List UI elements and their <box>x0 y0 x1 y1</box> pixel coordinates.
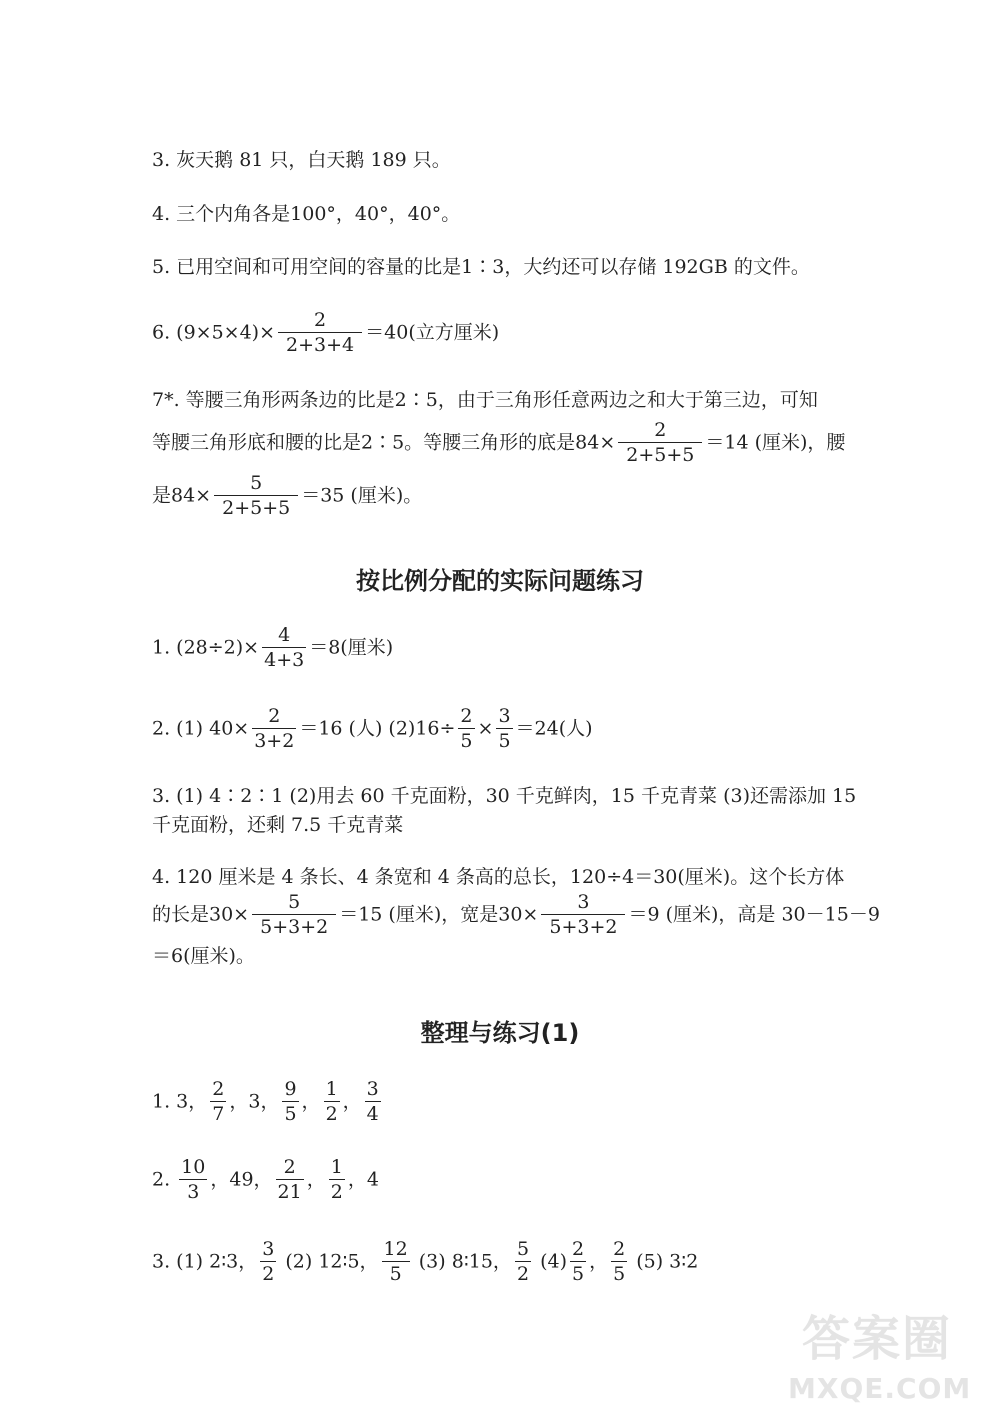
numerator: 2 <box>283 1156 296 1178</box>
fraction <box>496 704 512 753</box>
practice-1 <box>152 624 393 673</box>
practice-4-line2 <box>152 891 880 940</box>
numerator: 5 <box>250 472 263 494</box>
denominator: 2 <box>325 1103 338 1125</box>
review-3-text: ， <box>589 1250 609 1273</box>
numerator: 2 <box>654 419 667 441</box>
fraction <box>278 308 362 357</box>
denominator: 21 <box>277 1181 302 1203</box>
denominator: 5+3+2 <box>252 914 336 939</box>
practice-2-text: ＝16 (人) (2)16÷ <box>299 717 456 740</box>
practice-2-text: ＝24(人) <box>515 717 593 740</box>
numerator: 9 <box>284 1078 297 1100</box>
answer-6-result: ＝40(立方厘米) <box>365 321 500 344</box>
fraction <box>618 418 702 467</box>
fraction <box>324 1077 340 1126</box>
numerator: 1 <box>330 1156 343 1178</box>
answer-7-line2 <box>152 419 845 468</box>
review-1-text: ， <box>342 1090 362 1113</box>
numerator: 2 <box>613 1238 626 1260</box>
answer-7-text: ＝35 (厘米)。 <box>301 484 423 507</box>
review-1-text: ，3， <box>229 1090 280 1113</box>
review-3-text: (5) 3∶2 <box>630 1250 699 1273</box>
denominator: 2+5+5 <box>214 495 298 520</box>
fraction <box>179 1155 207 1204</box>
review-1-text: 1. 3， <box>152 1090 208 1113</box>
fraction <box>252 704 296 753</box>
denominator: 7 <box>212 1103 225 1125</box>
section-title-proportional-allocation: 按比例分配的实际问题练习 <box>356 567 644 595</box>
review-1-text: ， <box>301 1090 321 1113</box>
practice-1-expr: 1. (28÷2)× <box>152 636 260 659</box>
numerator: 10 <box>181 1156 206 1178</box>
numerator: 5 <box>516 1238 530 1260</box>
fraction <box>458 704 474 753</box>
numerator: 2 <box>212 1078 225 1100</box>
numerator: 3 <box>577 891 590 913</box>
fraction <box>541 890 625 939</box>
review-3-text: (4) <box>534 1250 567 1273</box>
denominator: 5 <box>498 730 511 752</box>
numerator: 12 <box>383 1238 408 1260</box>
denominator: 2 <box>262 1263 275 1285</box>
review-2-text: ，4 <box>347 1168 379 1191</box>
watermark-url: MXQE.COM <box>788 1372 972 1405</box>
watermark-text: 答案圈 <box>802 1311 953 1367</box>
numerator: 3 <box>498 705 511 727</box>
fraction <box>611 1237 627 1286</box>
numerator: 1 <box>325 1078 338 1100</box>
fraction <box>276 1155 304 1204</box>
denominator: 4 <box>366 1103 379 1125</box>
fraction <box>282 1077 298 1126</box>
denominator: 3+2 <box>254 730 295 752</box>
denominator: 2+3+4 <box>278 332 362 357</box>
practice-4-text: ＝15 (厘米)，宽是30× <box>339 903 539 926</box>
answer-7-text: 是84× <box>152 484 212 507</box>
fraction <box>365 1077 381 1126</box>
denominator: 5 <box>382 1261 410 1286</box>
review-2 <box>152 1156 379 1205</box>
practice-4-line3: ＝6(厘米)。 <box>152 945 255 967</box>
denominator: 2 <box>516 1263 530 1285</box>
review-2-text: 2. <box>152 1168 177 1191</box>
numerator: 3 <box>262 1238 275 1260</box>
answer-5: 5. 已用空间和可用空间的容量的比是1∶3，大约还可以存储 192GB 的文件。 <box>152 256 810 278</box>
practice-2-text: × <box>477 717 494 740</box>
denominator: 2 <box>330 1181 343 1203</box>
answer-7-text: ＝14 (厘米)，腰 <box>705 431 846 454</box>
review-3-text: (2) 12∶5， <box>279 1250 379 1273</box>
review-3-text: (3) 8∶15， <box>412 1250 512 1273</box>
review-1 <box>152 1078 384 1127</box>
fraction <box>214 471 298 520</box>
answer-3: 3. 灰天鹅 81 只，白天鹅 189 只。 <box>152 149 451 171</box>
practice-4-line1: 4. 120 厘米是 4 条长、4 条宽和 4 条高的总长，120÷4＝30(厘米)。这个长方体 <box>152 866 845 888</box>
denominator: 4+3 <box>264 649 305 671</box>
fraction <box>329 1155 345 1204</box>
practice-3-line2: 千克面粉，还剩 7.5 千克青菜 <box>152 814 404 836</box>
fraction <box>260 1237 276 1286</box>
numerator: 4 <box>278 624 291 646</box>
practice-1-result: ＝8(厘米) <box>309 636 394 659</box>
numerator: 2 <box>460 705 473 727</box>
answer-7-line1: 7*. 等腰三角形两条边的比是2∶5，由于三角形任意两边之和大于第三边，可知 <box>152 389 818 411</box>
denominator: 5 <box>284 1103 297 1125</box>
denominator: 5 <box>460 730 473 752</box>
practice-4-text: ＝9 (厘米)，高是 30－15－9 <box>628 903 880 926</box>
answer-6 <box>152 309 499 358</box>
fraction <box>515 1237 531 1286</box>
practice-2-text: 2. (1) 40× <box>152 717 250 740</box>
answer-6-expr: 6. (9×5×4)× <box>152 321 276 344</box>
denominator: 5+3+2 <box>541 914 625 939</box>
denominator: 2+5+5 <box>618 442 702 467</box>
answer-7-text: 等腰三角形底和腰的比是2∶5。等腰三角形的底是84× <box>152 431 616 454</box>
review-2-text: ， <box>306 1168 326 1191</box>
denominator: 5 <box>613 1263 626 1285</box>
numerator: 2 <box>571 1238 585 1260</box>
fraction <box>570 1237 586 1286</box>
practice-2 <box>152 705 593 754</box>
section-title-review-practice: 整理与练习(1) <box>420 1019 580 1047</box>
numerator: 2 <box>268 705 281 727</box>
fraction <box>210 1077 226 1126</box>
denominator: 3 <box>179 1179 207 1204</box>
answer-4: 4. 三个内角各是100°，40°，40°。 <box>152 203 461 225</box>
practice-4-text: 的长是30× <box>152 903 250 926</box>
practice-3-line1: 3. (1) 4∶2∶1 (2)用去 60 千克面粉，30 千克鲜肉，15 千克青菜 (3)还需添加 15 <box>152 785 857 807</box>
denominator: 5 <box>571 1263 585 1285</box>
review-3 <box>152 1238 698 1287</box>
numerator: 5 <box>288 891 301 913</box>
fraction <box>262 623 306 672</box>
fraction <box>252 890 336 939</box>
review-2-text: ，49， <box>210 1168 273 1191</box>
answer-7-line3 <box>152 472 422 521</box>
numerator: 2 <box>314 309 327 331</box>
watermark-logo <box>782 1292 992 1407</box>
fraction <box>382 1237 410 1286</box>
review-3-text: 3. (1) 2∶3， <box>152 1250 258 1273</box>
numerator: 3 <box>366 1078 379 1100</box>
